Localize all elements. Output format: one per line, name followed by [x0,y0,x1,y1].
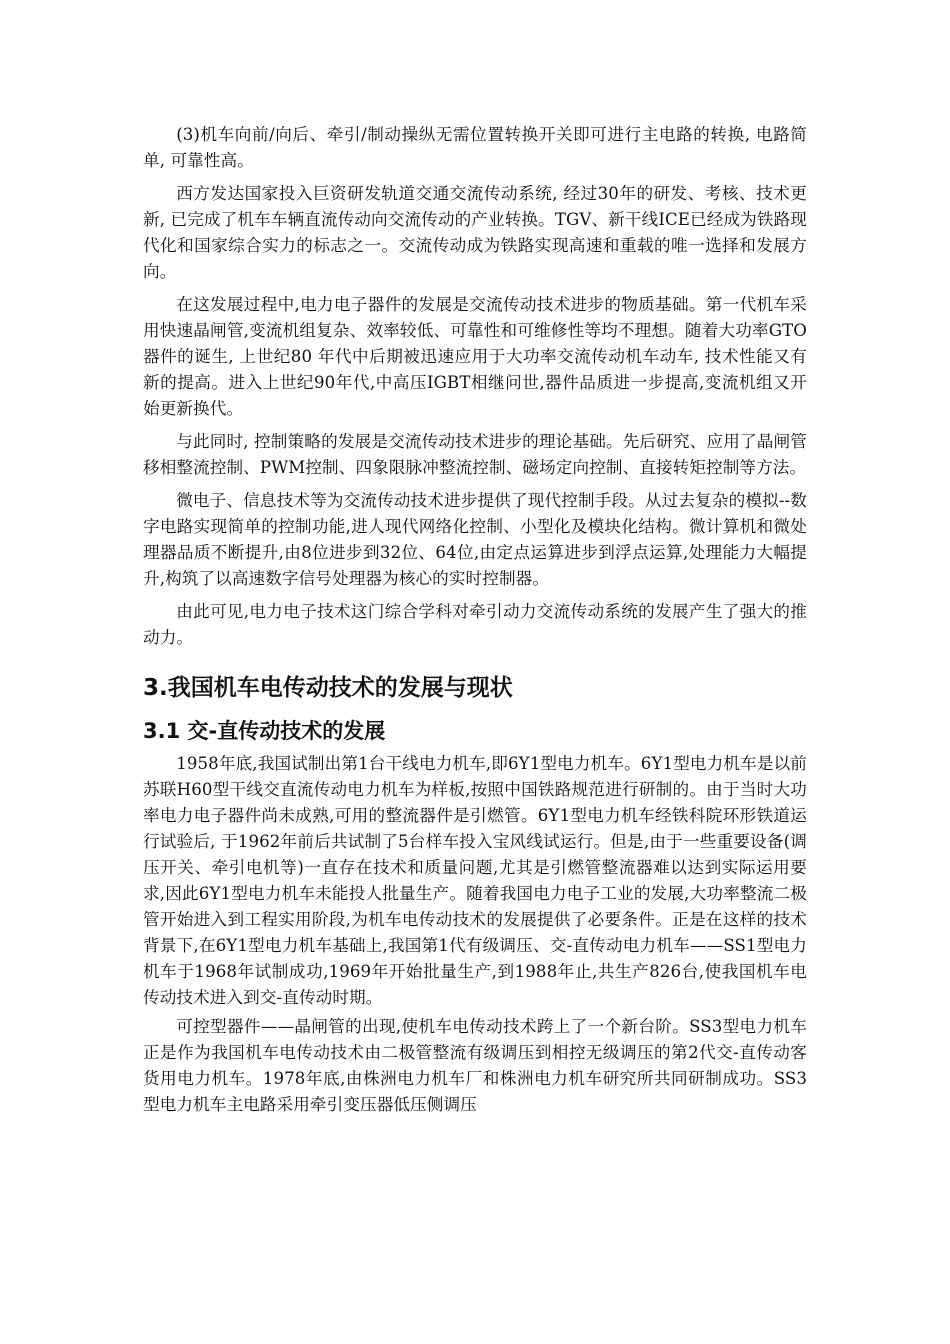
paragraph: 在这发展过程中,电力电子器件的发展是交流传动技术进步的物质基础。第一代机车采用快速晶闸管,变流机组复杂、效率较低、可靠性和可维修性等均不理想。随着大功率GTO器件的诞生, 上世纪80 年代中后期被迅速应用于大功率交流传动机车动车, 技术性能又有新的提高。进入上世纪90年代,中高压IGBT相继问世,器件品质进一步提高,变流机组又开始更新换代。 [143,295,807,418]
subsection-heading: 3.1 交-直传动技术的发展 [143,719,386,743]
section-heading: 3.我国机车电传动技术的发展与现状 [143,675,513,701]
paragraph: 微电子、信息技术等为交流传动技术进步提供了现代控制手段。从过去复杂的模拟--数字电路实现简单的控制功能,进人现代网络化控制、小型化及模块化结构。微计算机和微处理器品质不断提升,由8位进步到32位、64位,由定点运算进步到浮点运算,处理能力大幅提升,构筑了以高速数字信号处理器为核心的实时控制器。 [143,491,807,588]
paragraph: 1958年底,我国试制出第1台干线电力机车,即6Y1型电力机车。6Y1型电力机车是以前苏联H60型干线交直流传动电力机车为样板,按照中国铁路规范进行研制的。由于当时大功率电力电子器件尚未成熟,可用的整流器件是引燃管。6Y1型电力机车经铁科院环形铁道运行试验后, 于1962年前后共试制了5台样车投入宝风线试运行。但是,由于一些重要设备(调压开关、牵引电机等)一直存在技术和质量问题,尤其是引燃管整流器难以达到实际运用要求,因此6Y1型电力机车未能投人批量生产。随着我国电力电子工业的发展,大功率整流二极管开始进入到工程实用阶段,为机车电传动技术的发展提供了必要条件。正是在这样的技术背景下,在6Y1型电力机车基础上,我国第1代有级调压、交-直传动电力机车——SS1型电力机车于1968年试制成功,1969年开始批量生产,到1988年止,共生产826台,使我国机车电传动技术进入到交-直传动时期。 [143,754,807,1007]
paragraph: 可控型器件——晶闸管的出现,使机车电传动技术跨上了一个新台阶。SS3型电力机车正是作为我国机车电传动技术由二极管整流有级调压到相控无级调压的第2代交-直传动客货用电力机车。1978年底,由株洲电力机车厂和株洲电力机车研究所共同研制成功。SS3型电力机车主电路采用牵引变压器低压侧调压 [143,1017,807,1114]
paragraph: (3)机车向前/向后、牵引/制动操纵无需位置转换开关即可进行主电路的转换, 电路简单, 可靠性高。 [143,125,807,170]
paragraph: 与此同时, 控制策略的发展是交流传动技术进步的理论基础。先后研究、应用了晶闸管移相整流控制、PWM控制、四象限脉冲整流控制、磁场定向控制、直接转矩控制等方法。 [143,432,807,477]
document-page [143,122,807,1125]
paragraph: 西方发达国家投入巨资研发轨道交通交流传动系统, 经过30年的研发、考核、技术更新, 已完成了机车车辆直流传动向交流传动的产业转换。TGV、新干线ICE已经成为铁路现代化和国家综合实力的标志之一。交流传动成为铁路实现高速和重载的唯一选择和发展方向。 [143,184,807,281]
paragraph: 由此可见,电力电子技术这门综合学科对牵引动力交流传动系统的发展产生了强大的推动力。 [143,602,807,647]
